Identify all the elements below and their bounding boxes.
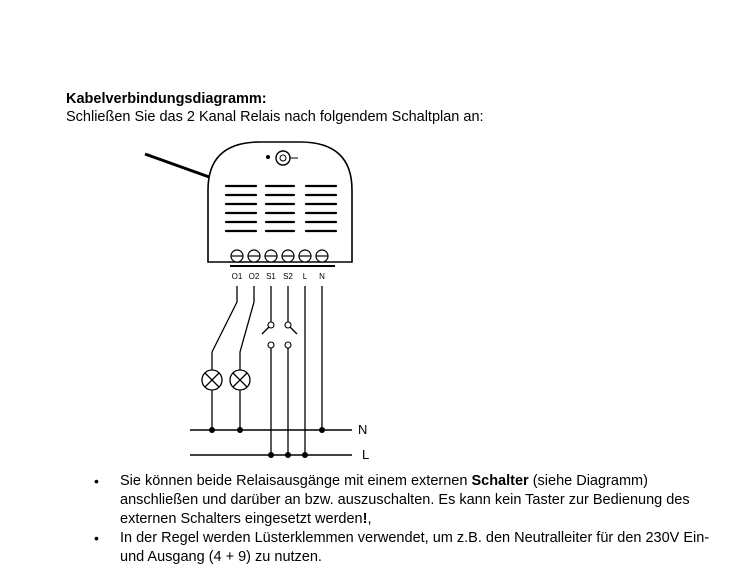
- terminal-label-o1: O1: [231, 272, 243, 281]
- terminal-label-l: L: [302, 272, 308, 281]
- terminal-screw-n: [316, 250, 328, 262]
- wire-o2: [240, 286, 254, 370]
- switch-contacts: [268, 322, 291, 348]
- bullet-item: • Sie können beide Relaisausgänge mit einem externen Schalter (siehe Diagramm) anschließen und darüber an bzw. auszuschalten. Es kann kein Taster zur Bedienung des externen Schalters eingesetzt werden!,: [90, 472, 710, 529]
- bus-label-n: N: [358, 422, 368, 437]
- terminal-label-s1: S1: [266, 272, 276, 281]
- terminal-screw-o1: [231, 250, 243, 262]
- lamp-icon: [230, 370, 250, 390]
- junction-dots: [209, 427, 325, 458]
- terminal-screw-l: [299, 250, 311, 262]
- terminal-label-n: N: [319, 272, 325, 281]
- lamp-icon: [202, 370, 222, 390]
- terminal-screw-s2: [282, 250, 294, 262]
- wire-o1: [212, 286, 237, 370]
- antenna-cable: [145, 154, 212, 178]
- terminal-screw-s1: [265, 250, 277, 262]
- terminal-label-o2: O2: [248, 272, 260, 281]
- section-heading: Kabelverbindungsdiagramm:: [66, 91, 267, 107]
- bullet-item: • In der Regel werden Lüsterklemmen verwendet, um z.B. den Neutralleiter für den 230V Ein- und Ausgang (4 + 9) zu nutzen.: [90, 529, 710, 567]
- bullet-list: [90, 472, 710, 567]
- intro-text: Schließen Sie das 2 Kanal Relais nach folgendem Schaltplan an:: [66, 109, 484, 125]
- terminal-screw-o2: [248, 250, 260, 262]
- terminal-label-s2: S2: [283, 272, 293, 281]
- bus-label-l: L: [362, 447, 370, 462]
